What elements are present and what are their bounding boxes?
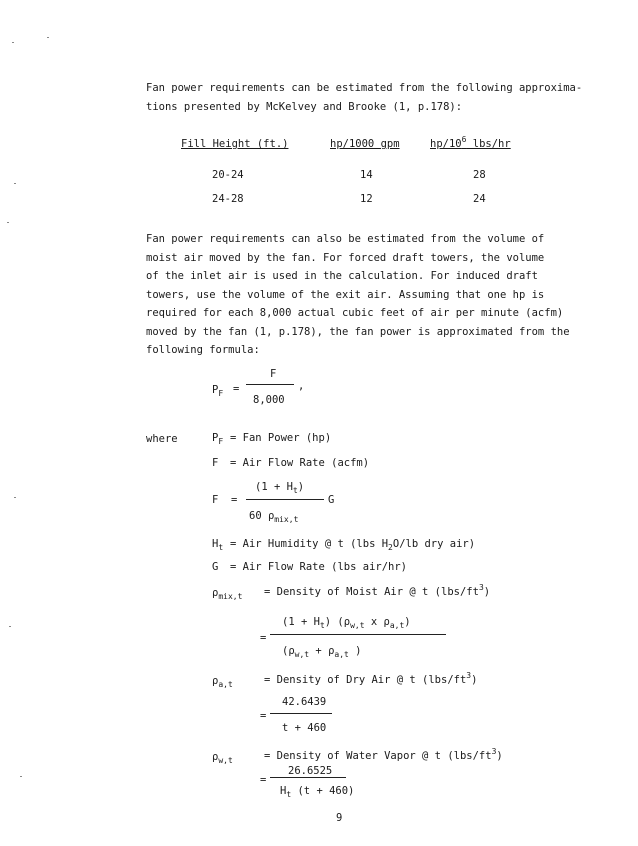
table-header-hp-lbs (430, 135, 511, 151)
rho-w-formula-equals: = (260, 774, 267, 786)
text-line: of the inlet air is used in the calculation. For induced draft (146, 270, 538, 282)
text-line: moved by the fan (1, p.178), the fan power is approximated from the (146, 325, 570, 338)
fraction-bar (246, 499, 324, 500)
scan-speck (12, 42, 14, 43)
rho-mix-formula-equals: = (260, 632, 267, 644)
table-cell-hp-gpm: 12 (360, 193, 373, 205)
scan-speck (9, 626, 11, 627)
formula-denominator: 8,000 (253, 394, 285, 406)
def-text-rho-mix: = Density of Moist Air @ t $(lbs/ft^3)$ (264, 583, 491, 598)
text-line: tions presented by McKelvey and Brooke (1, p.178): (146, 100, 463, 113)
def-symbol-rho-w: $\rho_{w,t}$ (212, 751, 233, 765)
formula-numerator: F (270, 368, 277, 380)
rho-a-formula-equals: = (260, 710, 267, 722)
text-line: Fan power requirements can be estimated from the following approxima- (146, 82, 583, 94)
formula-comma: , (298, 380, 305, 392)
table-cell-fill-height: 24-28 (212, 193, 244, 205)
fraction-bar (270, 713, 332, 714)
table-header-fill-height: Fill Height (ft.) (181, 138, 289, 150)
def-text-ht: = Air Humidity @ t (lbs $H_2O/lb$ dry air) (230, 538, 476, 552)
header-text: hp/10 (430, 138, 462, 150)
rho-mix-formula-denominator: ($\rho_{w,t} + \rho_{a,t}$ ) (282, 645, 362, 659)
formula-lhs: $P_F$ (212, 384, 224, 398)
where-label: where (146, 433, 178, 445)
f-formula-g: G (328, 494, 335, 506)
fraction-bar (270, 777, 346, 778)
scan-speck (20, 776, 22, 777)
intro-paragraph (146, 79, 586, 116)
def-text-f: = Air Flow Rate (acfm) (230, 457, 370, 469)
f-formula-denominator: 60 $\rho_{mix,t}$ (249, 510, 299, 524)
table-cell-hp-lbs: 28 (473, 169, 486, 181)
fraction-bar (246, 384, 294, 385)
f-formula-equals: = (231, 494, 238, 506)
def-text-rho-w: = Density of Water Vapor @ t $(lbs/ft^3)$ (264, 747, 503, 762)
formula-equals: = (233, 383, 240, 395)
def-symbol-rho-a: $\rho_{a,t}$ (212, 675, 233, 689)
def-symbol-f: F (212, 457, 219, 469)
def-text-g: = Air Flow Rate (lbs air/hr) (230, 561, 408, 573)
def-symbol-pf: $P_F$ (212, 432, 224, 446)
body-paragraph (146, 230, 586, 360)
fraction-bar (270, 634, 446, 635)
scan-speck (7, 222, 9, 223)
rho-a-formula-denominator: t + 460 (282, 722, 327, 734)
scan-speck (47, 37, 49, 38)
scan-speck (14, 183, 16, 184)
rho-a-formula-numerator: 42.6439 (282, 696, 327, 708)
def-text-rho-a: = Density of Dry Air @ t $(lbs/ft^3)$ (264, 671, 478, 686)
text-line: towers, use the volume of the exit air. Assuming that one hp is (146, 288, 545, 301)
table-header-hp-gpm: hp/1000 gpm (330, 138, 400, 150)
text-line: Fan power requirements can also be estimated from the volume of (146, 233, 545, 245)
def-text-pf: = Fan Power (hp) (230, 432, 332, 444)
text-line: moist air moved by the fan. For forced draft towers, the volume (146, 251, 545, 264)
def-symbol-g: G (212, 561, 219, 573)
header-text: lbs/hr (466, 138, 511, 150)
def-symbol-rho-mix: $\rho_{mix,t}$ (212, 587, 243, 601)
f-formula-symbol: F (212, 494, 219, 506)
f-formula-numerator: $(1 + H_t)$ (255, 481, 305, 495)
rho-w-formula-denominator: $H_t$ (t + 460) (280, 785, 355, 799)
scan-speck (14, 497, 16, 498)
def-symbol-ht: $H_t$ (212, 538, 224, 552)
text-line: required for each 8,000 actual cubic feet of air per minute (acfm) (146, 307, 564, 319)
table-cell-hp-lbs: 24 (473, 193, 486, 205)
text-line: following formula: (146, 344, 260, 356)
rho-w-formula-numerator: 26.6525 (288, 765, 333, 777)
header-exponent: 6 (461, 135, 467, 144)
page-number: 9 (336, 812, 343, 824)
table-cell-hp-gpm: 14 (360, 169, 373, 181)
rho-mix-formula-numerator: $(1 + H_t)$ ($\rho_{w,t}$ x $\rho_{a,t}$) (282, 616, 411, 630)
table-cell-fill-height: 20-24 (212, 169, 244, 181)
